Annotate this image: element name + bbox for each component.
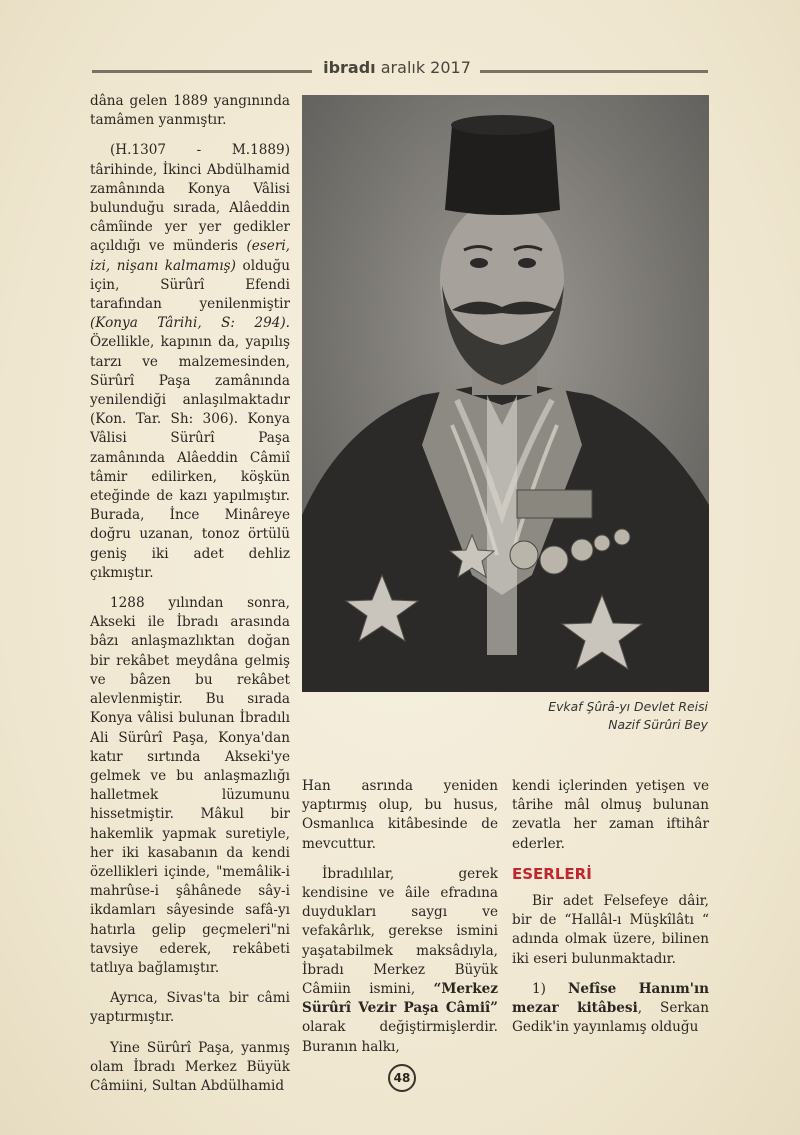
paragraph: 1) Nefîse Hanım'ın mezar kitâbesi, Serkan Gedik'in yayınlamış olduğu bbox=[512, 980, 709, 1036]
paragraph: dâna gelen 1889 yangınında tamâmen yanmıştır. bbox=[90, 93, 290, 129]
text-column-1 bbox=[90, 92, 290, 1107]
text-column-3 bbox=[512, 777, 709, 1048]
paragraph: Ayrıca, Sivas'ta bir câmi yaptırmıştır. bbox=[90, 990, 290, 1026]
portrait-photo bbox=[302, 95, 709, 692]
caption-line: Evkaf Şûrâ-yı Devlet Reisi bbox=[548, 699, 708, 714]
paragraph: Han asrında yeniden yaptırmış olup, bu husus, Osmanlıca kitâbesinde de mevcuttur. bbox=[302, 778, 498, 852]
page-number: 48 bbox=[388, 1064, 416, 1092]
paragraph: Yine Sürûrî Paşa, yanmış olam İbradı Merkez Büyük Câmiini, Sultan Abdülhamid bbox=[90, 1039, 290, 1094]
section-heading: ESERLERİ bbox=[512, 864, 592, 883]
mosque-name: “Merkez Sürûrî Vezir Paşa Câmiî” bbox=[302, 981, 499, 1017]
header-rule-left bbox=[92, 70, 312, 73]
photo-caption bbox=[480, 698, 708, 734]
text-column-2 bbox=[302, 777, 498, 1068]
magazine-name: ibradı bbox=[323, 58, 376, 77]
paragraph: 1288 yılından sonra, Akseki ile İbradı arasında bâzı anlaşmazlıktan doğan bir rekâbet meydâna gelmiş ve bâzen bu rekâbet alevlenmiştir. Bu sırada Konya vâlisi bulunan İbradılı Ali Sürûrî Paşa, Konya'dan katır sırtında Akseki'ye gelmek ve bu anlaşmazlığı halletmek lüzumunu hissetmiştir. Mâkul bir hakemlik yapmak suretiyle, her iki kasabanın da kendi özellikleri içinde, "memâlik-i mahrûse-i şâhânede sây-i ikdamları sâyesinde safâ-yı hatırla gelip geçmeleri"ni tavsiye ederek, rekâbeti tatlıya bağlamıştır. bbox=[90, 595, 290, 976]
caption-line: Nazif Sürûri Bey bbox=[608, 717, 708, 732]
paragraph: (H.1307 - M.1889) târihinde, İkinci Abdülhamid zamânında Konya Vâlisi bulunduğu sırada, Alâeddin câmîinde yer yer gedikler açıldığı ve münderis (eseri, izi, nişanı kalmamış) olduğu için, Sürûrî Efendi tarafından yenilenmiştir (Konya Târihi, S: 294). Özellikle, kapının da, yapılış tarzı ve malzemesinden, Sürûrî Paşa zamânında yenilendiği anlaşılmaktadır (Kon. Tar. Sh: 306). Konya Vâlisi Sürûrî Paşa zamânında Alâeddin Câmiî tâmir edilirken, köşkün eteğinde de kazı yapılmıştır. Burada, İnce Minâreye doğru uzanan, tonoz örtülü geniş iki adet dehliz çıkmıştır. bbox=[90, 142, 290, 581]
header-rule-right bbox=[480, 70, 708, 73]
issue-date: aralık 2017 bbox=[380, 58, 471, 77]
paragraph: Bir adet Felsefeye dâir, bir de “Hallâl-ı Müşkîlâtı “ adında olmak üzere, bilinen iki eseri bulunmaktadır. bbox=[512, 893, 709, 967]
portrait-illustration bbox=[302, 95, 709, 692]
paragraph: İbradılılar, gerek kendisine ve âile efradına duydukları saygı ve vefakârlık, gerekse ismini yaşatabilmek maksâdıyla, İbradı Merkez Büyük Câmiin ismini, “Merkez Sürûrî Vezir Paşa Câmiî” olarak değiştirmişlerdir. Buranın halkı, bbox=[302, 865, 499, 1055]
paragraph: kendi içlerinden yetişen ve târihe mâl olmuş bulunan zevatla her zaman iftihâr ederler. bbox=[512, 778, 709, 852]
running-header bbox=[322, 58, 472, 77]
